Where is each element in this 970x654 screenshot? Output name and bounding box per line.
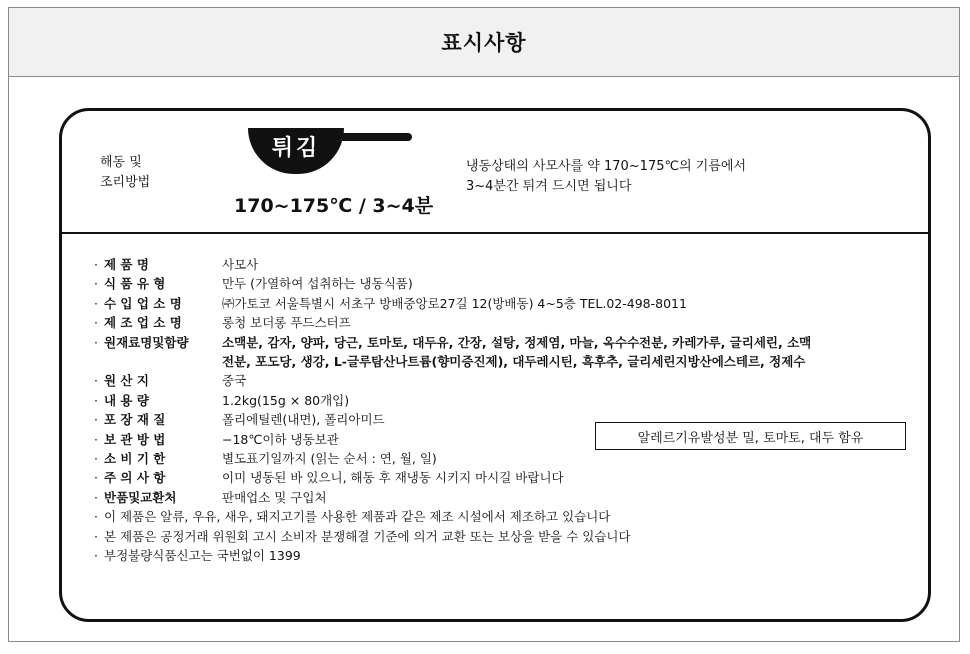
allergen-text: 알레르기유발성분 밀, 토마토, 대두 함유 (637, 430, 864, 446)
product-label (59, 108, 931, 622)
info-value: 이미 냉동된 바 있으니, 해동 후 재냉동 시키지 마시길 바랍니다 (222, 470, 564, 486)
cooking-method-title: 튀김 (271, 136, 321, 161)
info-row: · 반품및교환처 판매업소 및 구입처 (94, 488, 908, 507)
info-row: · 내 용 량 1.2kg(15g × 80개입) (94, 391, 908, 410)
info-key: 제 품 명 (104, 257, 149, 272)
note-row: · 이 제품은 알류, 우유, 새우, 돼지고기를 사용한 제품과 같은 제조 시설에서 제조하고 있습니다 (94, 507, 908, 526)
page-title (9, 8, 959, 77)
info-key: 수 입 업 소 명 (104, 295, 182, 311)
info-key: 원 산 지 (104, 373, 149, 389)
page-title-text: 표시사항 (441, 31, 527, 55)
info-row: · 원 산 지 중국 (94, 371, 908, 390)
info-value: ㈜가토코 서울특별시 서초구 방배중앙로27길 12(방배동) 4~5층 TEL.02-498-8011 (222, 295, 687, 311)
info-row: · 제 품 명 사모사 (94, 255, 908, 274)
info-row: · 주 의 사 항 이미 냉동된 바 있으니, 해동 후 재냉동 시키지 마시길 바랍니다 (94, 468, 908, 487)
allergen-box (595, 422, 906, 450)
note-text: 본 제품은 공정거래 위원회 고시 소비자 분쟁해결 기준에 의거 교환 또는 보상을 받을 수 있습니다 (104, 528, 631, 544)
info-key: 소 비 기 한 (104, 451, 166, 467)
info-value: 중국 (222, 373, 247, 389)
info-value: 폴리에틸렌(내면), 폴리아미드 (222, 412, 385, 428)
info-row: · 수 입 업 소 명 ㈜가토코 서울특별시 서초구 방배중앙로27길 12(방배동) 4~5층 TEL.02-498-8011 (94, 294, 908, 313)
info-key: 식 품 유 형 (104, 276, 166, 292)
label-panel (8, 7, 960, 642)
info-key: 원재료명및함량 (104, 334, 189, 350)
info-key: 제 조 업 소 명 (104, 315, 182, 331)
cooking-method-label: 해동 및 조리방법 (100, 155, 151, 190)
note-row: · 부정불량식품신고는 국번없이 1399 (94, 546, 908, 565)
info-key: 주 의 사 항 (104, 470, 166, 486)
info-row: · 원재료명및함량 소맥분, 감자, 양파, 당근, 토마토, 대두유, 간장, 설탕, 정제염, 마늘, 옥수수전분, 카레가루, 글리세린, 소맥전분, 포도당, 생강, L-글루탐산나트륨(향미증진제), 대두레시틴, 흑후추, 글리세린지방산에스테르, 정제수 (94, 333, 908, 372)
info-row: · 제 조 업 소 명 롱청 보더롱 푸드스터프 (94, 313, 908, 332)
cooking-section (62, 111, 928, 234)
info-key: 반품및교환처 (104, 489, 177, 505)
product-info-list (94, 255, 908, 566)
note-row: · 본 제품은 공정거래 위원회 고시 소비자 분쟁해결 기준에 의거 교환 또는 보상을 받을 수 있습니다 (94, 527, 908, 546)
info-value: 사모사 (222, 257, 259, 272)
info-row: · 식 품 유 형 만두 (가열하여 섭취하는 냉동식품) (94, 274, 908, 293)
info-row: · 소 비 기 한 별도표기일까지 (읽는 순서 : 연, 월, 일) (94, 449, 908, 468)
info-value: 별도표기일까지 (읽는 순서 : 연, 월, 일) (222, 451, 437, 467)
info-row: · 보 관 방 법 −18℃이하 냉동보관 (94, 430, 908, 449)
info-value: 만두 (가열하여 섭취하는 냉동식품) (222, 276, 413, 292)
info-row: · 포 장 재 질 폴리에틸렌(내면), 폴리아미드 (94, 410, 908, 429)
info-value: 롱청 보더롱 푸드스터프 (222, 315, 351, 331)
cooking-temp-time: 170~175℃ / 3~4분 (234, 195, 434, 217)
info-value: 1.2kg(15g × 80개입) (222, 392, 350, 408)
cooking-description: 냉동상태의 사모사를 약 170~175℃의 기름에서 3~4분간 튀겨 드시면 됩니다 (466, 159, 747, 194)
info-key: 포 장 재 질 (104, 412, 166, 428)
info-value: −18℃이하 냉동보관 (222, 431, 339, 447)
info-key: 보 관 방 법 (104, 431, 166, 447)
info-key: 내 용 량 (104, 392, 149, 408)
info-value: 판매업소 및 구입처 (222, 489, 327, 505)
ingredients-value: 소맥분, 감자, 양파, 당근, 토마토, 대두유, 간장, 설탕, 정제염, 마늘, 옥수수전분, 카레가루, 글리세린, 소맥전분, 포도당, 생강, L-글루탐산나트륨(향미증진제), 대두레시틴, 흑후추, 글리세린지방산에스테르, 정제수 (222, 334, 812, 370)
frying-pan-handle-icon (338, 133, 412, 141)
note-text: 부정불량식품신고는 국번없이 1399 (104, 548, 301, 564)
note-text: 이 제품은 알류, 우유, 새우, 돼지고기를 사용한 제품과 같은 제조 시설에서 제조하고 있습니다 (104, 509, 611, 525)
